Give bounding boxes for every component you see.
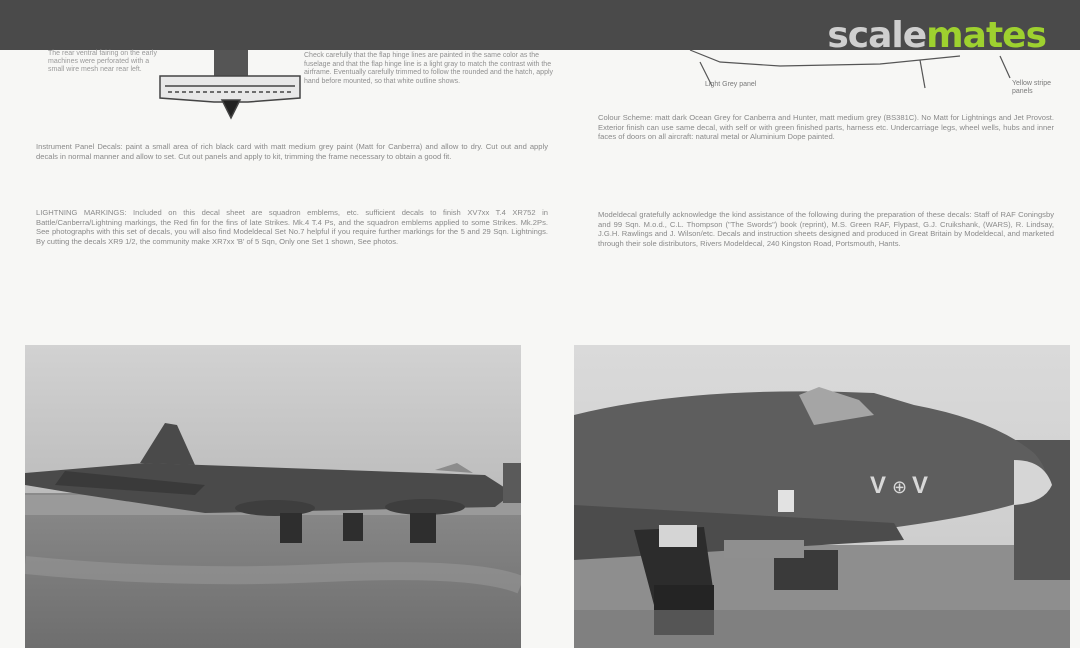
svg-text:⊕: ⊕ [892,477,908,497]
site-banner [0,0,1080,56]
instrument-panel-paragraph: Instrument Panel Decals: paint a small area of rich black card with matt medium grey paint (Matt for Canberra) and allow to dry. Cut out and apply decals in normal manner and allow to set. Cut out panels and apply to kit, trimming the frame necessary to obtain a good fit. [36,142,548,161]
callout-center: Check carefully that the flap hinge lines are painted in the same color as the fuselage and that the flap hinge line is a light gray to match the contrast with the airframe. Eventually carefully trimmed to follow the rounded and the hatch, apply hand before mounted, so that white outline shows. [304,52,554,85]
canberra-side-view-photo [25,345,521,648]
label-light-grey-panel: Light Grey panel [705,81,757,88]
callout-top-left: The rear ventral fairing on the early machines were perforated with a small wire mesh near rear left. [48,50,157,73]
colour-scheme-paragraph: Colour Scheme: matt dark Ocean Grey for Canberra and Hunter, matt medium grey (BS381C). No Matt for Lightnings and Jet Provost. Exterior finish can use same decal, with self or with green finished parts, harness etc. Undercarriage legs, wheel wells, hubs and inner faces of doors on all aircraft: natural metal or Aluminium Dope painted. [598,113,1054,141]
label-yellow-strip: Yellow stripe panels [1012,80,1052,95]
lightning-markings-paragraph: LIGHTNING MARKINGS: Included on this decal sheet are squadron emblems, etc. sufficient decals to finish XV7xx T.4 XR752 in Battle/Canberra/Lightning markings, the Red fin for the fins of late Strikes. Mk.4 T.4 Ps, and the squadron emblems applied to some Strikes. Mk.2Ps. See photographs with this set of decals, you will also find Modeldecal Set No.7 helpful if you require further markings for the 5 and 29 Sqn. Lightnings. By cutting the decals XR9 1/2, the community make XR7xx 'B' of 5 Sqn, Only one Set 1 shown, See photos. [36,208,548,246]
acknowledgement-paragraph: Modeldecal gratefully acknowledge the kind assistance of the following during the preparation of these decals: Staff of RAF Coningsby and 99 Sqn. M.o.d., C.L. Thompson ("The Swords") book (reprint), M.S. Green RAF, Flypast, G.J. Cruikshank, (WARS), R. Lindsay, J.G.H. Rawlings and J. Wilson/etc. Decals and instruction sheets designed and produced in Great Britain by Modeldecal, and marketed through their sole distributors, Rivers Modeldecal, 240 Kingston Road, Portsmouth, Hants. [598,210,1054,248]
svg-text:V: V [912,472,929,499]
scalemates-logo[interactable]: scalemates [827,15,1046,56]
svg-text:V: V [870,472,887,499]
canberra-nose-closeup-photo [574,345,1070,648]
